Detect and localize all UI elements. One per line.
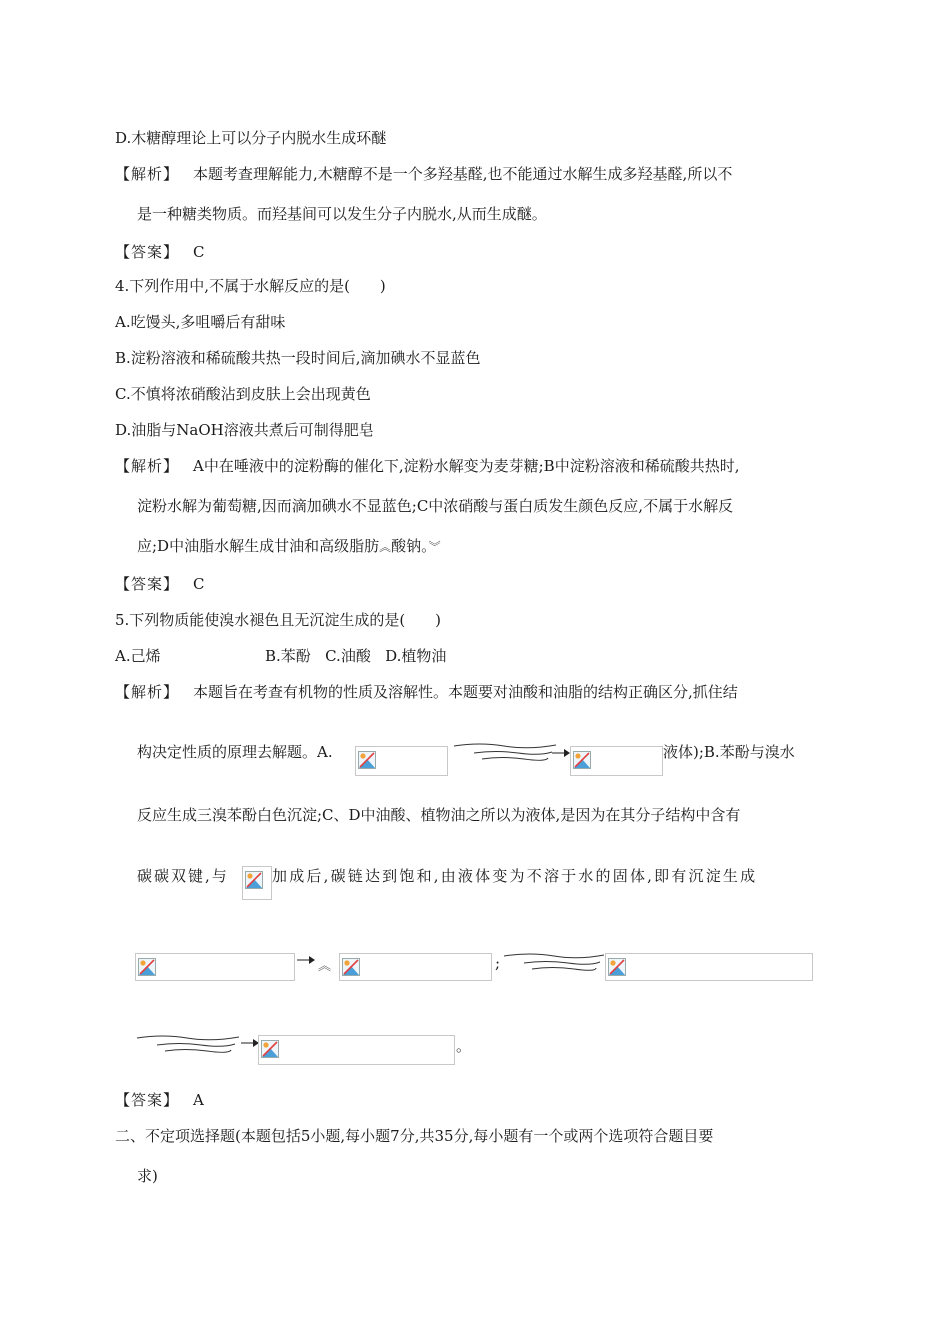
q4-option-d: D.油脂与NaOH溶液共煮后可制得肥皂 [115,421,374,439]
analysis-text: A中在唾液中的淀粉酶的催化下,淀粉水解变为麦芽糖;B中淀粉溶液和稀硫酸共热时, [193,457,740,475]
formula-image [605,953,813,981]
q5-option-b: B.苯酚 [265,647,311,665]
q5-answer [115,1090,204,1110]
q5-stem: 5.下列物质能使溴水褪色且无沉淀生成的是( ) [115,611,442,629]
formula-image [258,1035,455,1065]
answer-label: 【答案】 [115,575,180,593]
wavy-lines-icon [135,1032,241,1054]
chevron-up-icon: ︽ [379,540,392,554]
q5-analysis-line4a: 碳碳双键,与 [137,867,229,885]
answer-value: C [193,575,205,593]
q3-option-d: D.木糖醇理论上可以分子内脱水生成环醚 [115,129,387,147]
q5-analysis-line3: 反应生成三溴苯酚白色沉淀;C、D中油酸、植物油之所以为液体,是因为在其分子结构中含有 [137,806,741,824]
broken-image-icon [573,751,591,769]
answer-label: 【答案】 [115,243,180,261]
chevron-up-icon: ︽ [318,959,332,974]
broken-image-icon [138,958,156,976]
analysis-text: 本题旨在考查有机物的性质及溶解性。本题要对油酸和油脂的结构正确区分,抓住结 [193,683,738,701]
wavy-lines-icon [452,740,558,762]
answer-value: C [193,243,205,261]
q4-analysis-cont-1: 淀粉水解为葡萄糖,因而滴加碘水不显蓝色;C中浓硝酸与蛋白质发生颜色反应,不属于水解反 [137,497,734,515]
arrow-right-icon [552,748,570,758]
q4-option-b: B.淀粉溶液和稀硫酸共热一段时间后,滴加碘水不显蓝色 [115,349,481,367]
q5-options [115,646,446,666]
analysis-label: 【解析】 [115,457,180,475]
chevron-down-icon: ︾ [428,540,441,554]
formula-image [135,953,295,981]
analysis-label: 【解析】 [115,683,180,701]
q4-analysis-cont-2 [137,536,441,557]
q3-analysis [115,164,732,184]
q5-analysis-line2b: 液体);B.苯酚与溴水 [663,743,795,761]
analysis-label: 【解析】 [115,165,180,183]
section-heading-cont: 求) [137,1167,158,1185]
answer-label: 【答案】 [115,1091,180,1109]
formula-image [242,866,272,900]
analysis-text: 本题考查理解能力,木糖醇不是一个多羟基醛,也不能通过水解生成多羟基醛,所以不 [193,165,733,183]
q5-option-a: A.己烯 [115,647,161,665]
q5-analysis-line4b: 加成后,碳链达到饱和,由液体变为不溶于水的固体,即有沉淀生成 [272,867,758,885]
arrow-right-icon [297,955,315,965]
formula-image [339,953,492,981]
q4-option-a: A.吃馒头,多咀嚼后有甜味 [115,313,286,331]
period: 。 [456,1037,472,1055]
answer-value: A [193,1091,204,1109]
arrow-right-icon [241,1038,259,1048]
analysis-text: 酸钠。 [391,537,429,555]
q5-analysis [115,682,738,702]
q5-option-d: D.植物油 [385,647,447,665]
analysis-text: 应;D中油脂水解生成甘油和高级脂肪 [137,537,380,555]
broken-image-icon [608,958,626,976]
q4-stem: 4.下列作用中,不属于水解反应的是( ) [115,277,386,295]
formula-image [570,746,663,776]
q4-option-c: C.不慎将浓硝酸沾到皮肤上会出现黄色 [115,385,371,403]
q3-analysis-cont: 是一种糖类物质。而羟基间可以发生分子内脱水,从而生成醚。 [137,205,547,223]
section-heading: 二、不定项选择题(本题包括5小题,每小题7分,共35分,每小题有一个或两个选项符合题目要 [115,1127,714,1145]
broken-image-icon [342,958,360,976]
formula-image [355,746,448,776]
q3-answer [115,242,205,262]
broken-image-icon [261,1040,279,1058]
q5-analysis-line2a: 构决定性质的原理去解题。A. [137,743,333,761]
q5-option-c: C.油酸 [325,647,371,665]
q4-analysis [115,456,739,476]
wavy-lines-icon [502,950,606,972]
broken-image-icon [358,751,376,769]
semicolon: ; [495,954,501,972]
broken-image-icon [245,871,263,889]
q4-answer [115,574,205,594]
